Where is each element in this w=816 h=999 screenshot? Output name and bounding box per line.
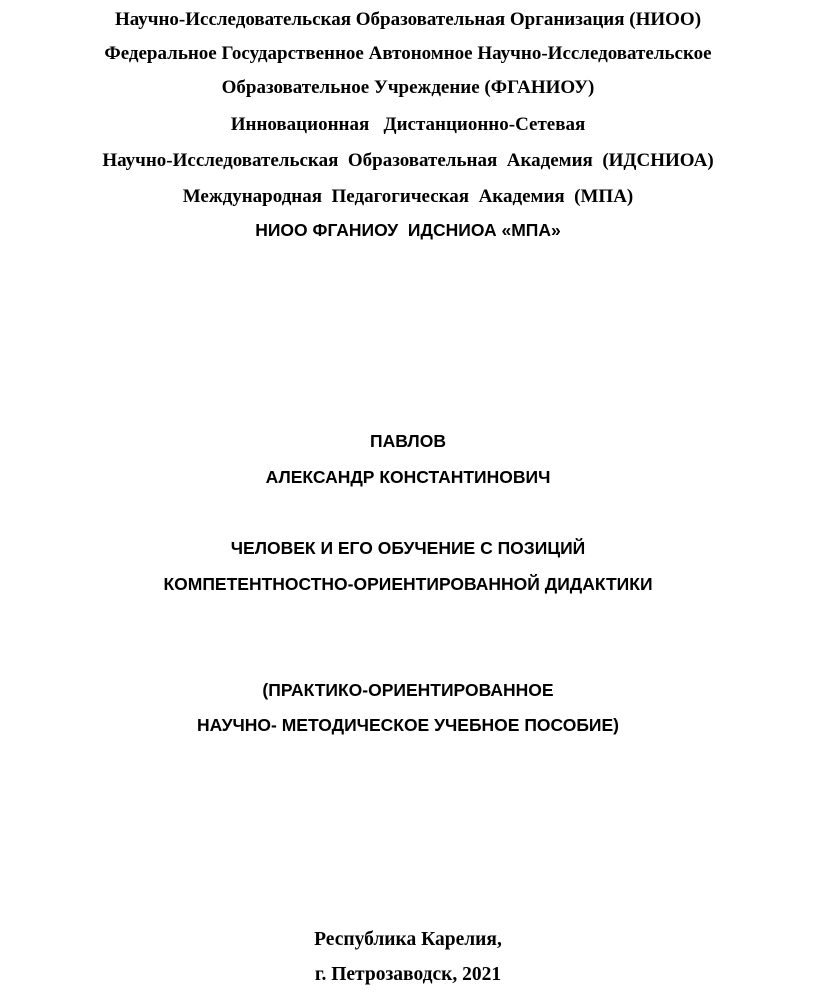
imprint-city-year: г. Петрозаводск, 2021 [314,964,502,985]
title-line-1: ЧЕЛОВЕК И ЕГО ОБУЧЕНИЕ С ПОЗИЦИЙ [230,538,586,558]
author-surname: ПАВЛОВ [370,431,446,451]
subtitle-line-2: НАУЧНО- МЕТОДИЧЕСКОЕ УЧЕБНОЕ ПОСОБИЕ) [197,715,619,735]
imprint-region: Республика Карелия, [314,929,502,950]
org-line-6: Международная Педагогическая Академия (МПА) [182,186,634,207]
org-abbreviation: НИОО ФГАНИОУ ИДСНИОА «МПА» [255,220,561,240]
subtitle-line-1: (ПРАКТИКО-ОРИЕНТИРОВАННОЕ [262,680,554,700]
org-line-1: Научно-Исследовательская Образовательная Организация (НИОО) [114,9,702,30]
org-line-5: Научно-Исследовательская Образовательная Академия (ИДСНИОА) [102,150,714,171]
author-given-names: АЛЕКСАНДР КОНСТАНТИНОВИЧ [265,467,551,487]
org-line-2: Федеральное Государственное Автономное Научно-Исследовательское [104,43,712,64]
org-line-4: Инновационная Дистанционно-Сетевая [230,114,586,135]
title-line-2: КОМПЕТЕНТНОСТНО-ОРИЕНТИРОВАННОЙ ДИДАКТИКИ [163,574,653,594]
org-line-3: Образовательное Учреждение (ФГАНИОУ) [221,77,595,98]
